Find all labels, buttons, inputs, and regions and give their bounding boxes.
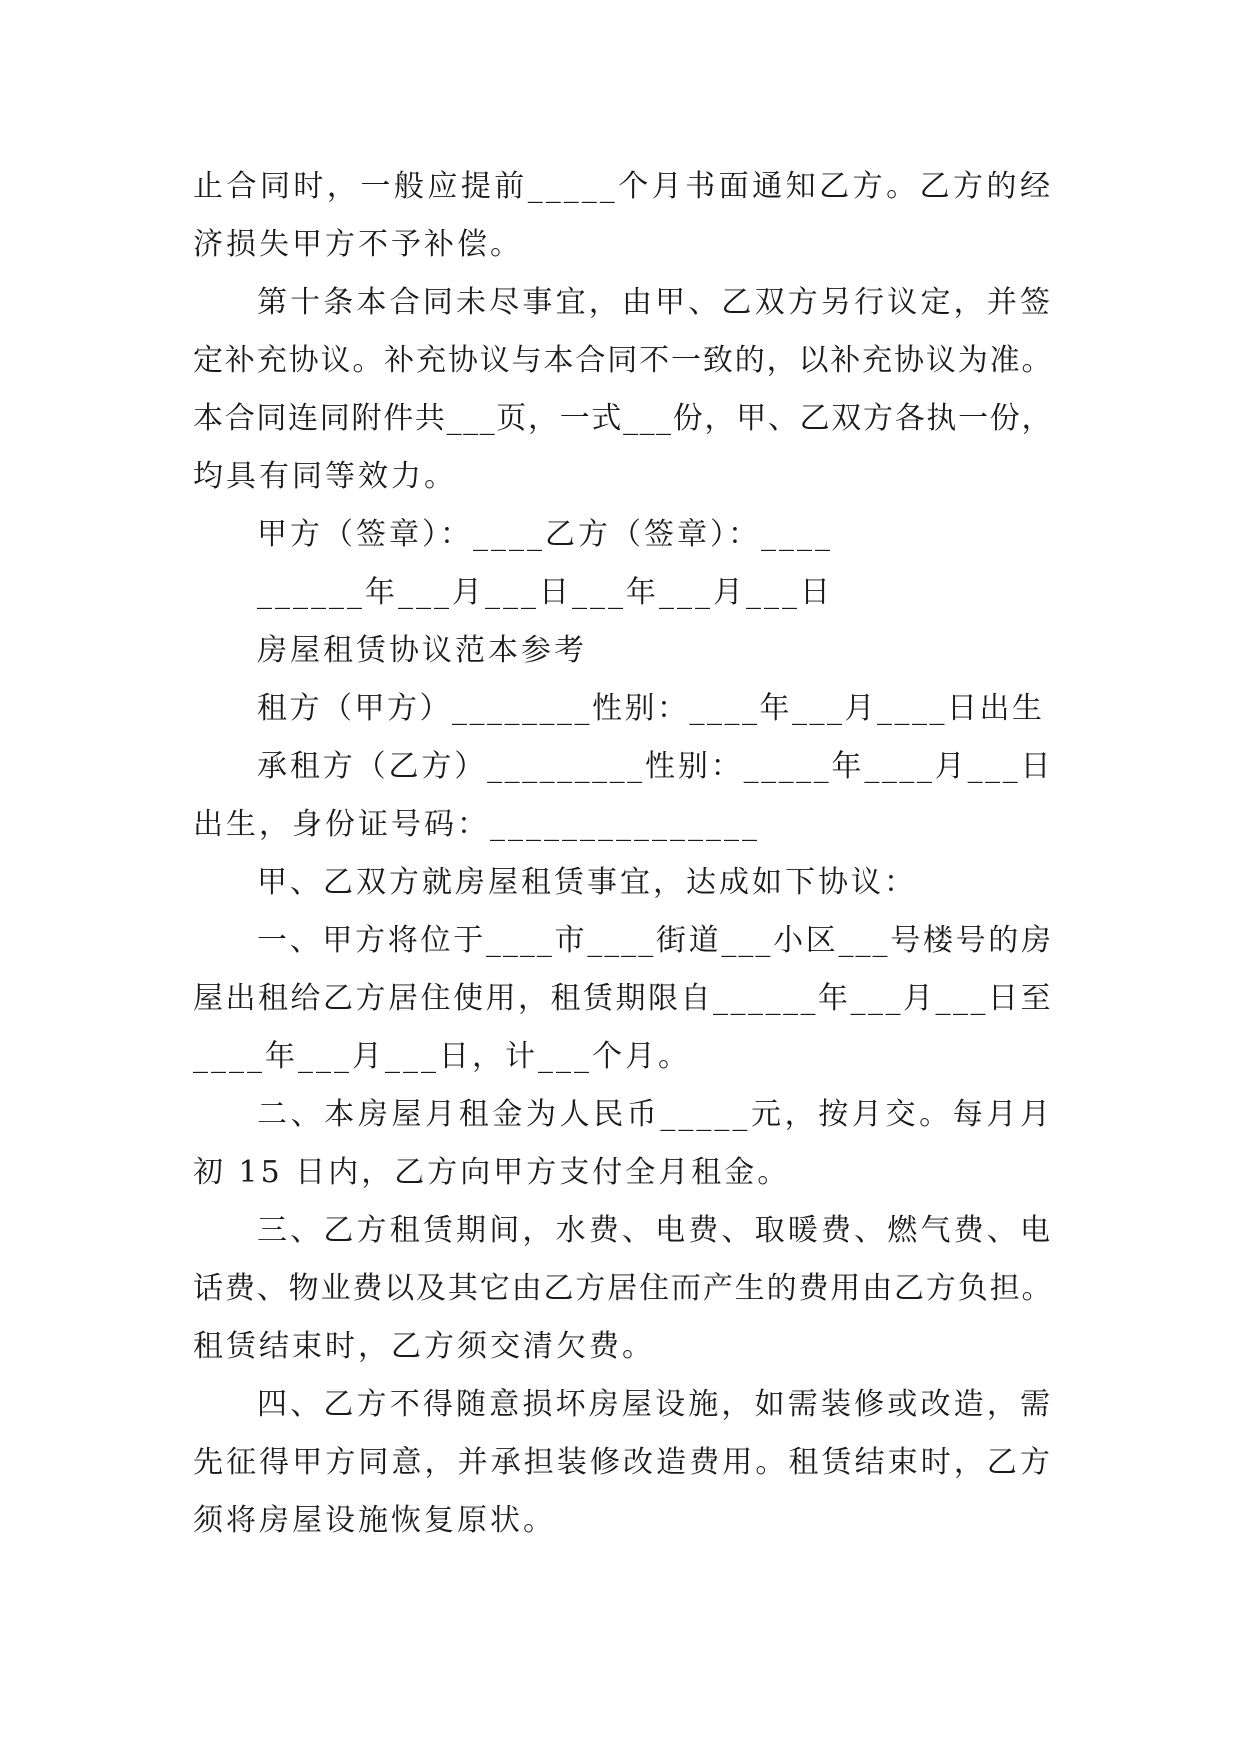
text-line-21: 租赁结束时，乙方须交清欠费。: [193, 1329, 655, 1364]
text-line-14: 一、甲方将位于____市____街道___小区___号楼号的房: [257, 923, 1053, 958]
text-line-12: 出生，身份证号码：_______________: [193, 807, 760, 842]
section-heading: 房屋租赁协议范本参考: [257, 633, 587, 668]
document-body: [193, 158, 1053, 1550]
text-line-1: 止合同时，一般应提前_____个月书面通知乙方。乙方的经: [193, 169, 1053, 204]
text-line-11: 承租方（乙方）_________性别：_____年____月___日: [257, 749, 1053, 784]
text-line-24: 须将房屋设施恢复原状。: [193, 1503, 556, 1538]
text-line-15: 屋出租给乙方居住使用，租赁期限自______年___月___日至: [193, 981, 1053, 1016]
text-line-18: 初 15 日内，乙方向甲方支付全月租金。: [193, 1155, 791, 1190]
text-line-10: 租方（甲方）________性别：____年___月____日出生: [257, 691, 1045, 726]
date-line: ______年___月___日___年___月___日: [257, 575, 833, 610]
text-line-23: 先征得甲方同意，并承担装修改造费用。租赁结束时，乙方: [193, 1445, 1053, 1480]
text-line-2: 济损失甲方不予补偿。: [193, 227, 523, 262]
text-line-6: 均具有同等效力。: [193, 459, 457, 494]
text-line-13: 甲、乙双方就房屋租赁事宜，达成如下协议：: [257, 865, 917, 900]
text-line-5: 本合同连同附件共___页，一式___份，甲、乙双方各执一份，: [193, 401, 1053, 436]
text-line-16: ____年___月___日，计___个月。: [193, 1039, 691, 1074]
text-line-20: 话费、物业费以及其它由乙方居住而产生的费用由乙方负担。: [193, 1271, 1053, 1306]
text-line-19: 三、乙方租赁期间，水费、电费、取暖费、燃气费、电: [257, 1213, 1053, 1248]
signature-line: 甲方（签章）：____乙方（签章）：____: [257, 517, 833, 552]
text-line-4: 定补充协议。补充协议与本合同不一致的，以补充协议为准。: [193, 343, 1053, 378]
text-line-3: 第十条本合同未尽事宜，由甲、乙双方另行议定，并签: [257, 285, 1053, 320]
text-line-22: 四、乙方不得随意损坏房屋设施，如需装修或改造，需: [257, 1387, 1053, 1422]
text-line-17: 二、本房屋月租金为人民币_____元，按月交。每月月: [257, 1097, 1053, 1132]
